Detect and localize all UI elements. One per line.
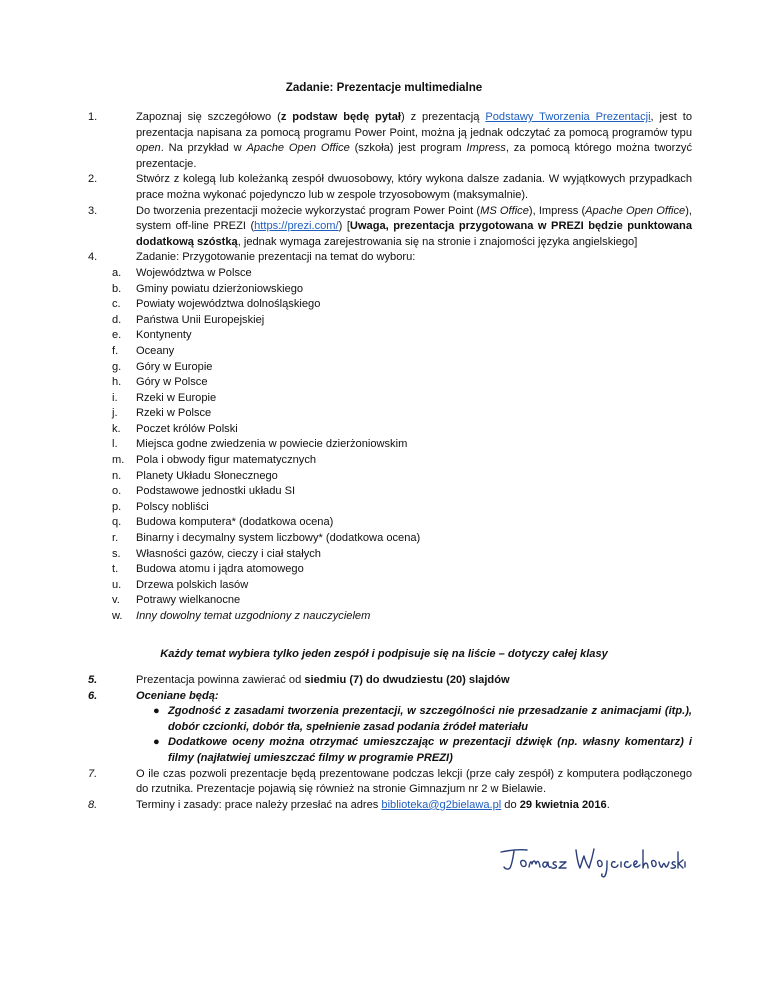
item-text: , jest to prezentacja napisana za pomocą programu Power Point, można ją jednak odczytać za pomocą programów typu: [136, 111, 693, 139]
topic-text: Powiaty województwa dolnośląskiego: [136, 298, 321, 311]
topic-item: [88, 609, 692, 625]
topic-item: [88, 578, 692, 594]
topic-item: [88, 328, 692, 344]
topic-letter: l.: [112, 438, 118, 451]
topic-text: Rzeki w Polsce: [136, 407, 212, 420]
item-number: 3.: [88, 204, 98, 217]
topic-item: [88, 469, 692, 485]
topic-letter: o.: [112, 485, 122, 498]
topic-letter: a.: [112, 266, 122, 279]
topic-item: [88, 484, 692, 500]
topic-letter: g.: [112, 360, 122, 373]
item-italic: Apache Open Office: [246, 142, 350, 155]
item-text: ), Impress (: [528, 204, 586, 217]
topic-letter: b.: [112, 282, 122, 295]
topic-text: Rzeki w Europie: [136, 391, 217, 404]
item-italic: Impress: [466, 142, 506, 155]
item-text: Do tworzenia prezentacji możecie wykorzystać program Power Point (: [136, 204, 481, 217]
topic-letter: s.: [112, 547, 121, 560]
item-number: 1.: [88, 111, 98, 123]
task-list-continued: [88, 673, 692, 813]
topic-item: [88, 515, 692, 531]
topic-letter: d.: [112, 313, 122, 326]
topic-letter: k.: [112, 422, 121, 435]
list-item: [88, 673, 692, 689]
topic-item: [88, 593, 692, 609]
topic-letter: n.: [112, 469, 122, 482]
topic-text: Binarny i decymalny system liczbowy* (dodatkowa ocena): [136, 532, 421, 545]
item-text: (szkoła) jest program: [349, 142, 467, 155]
topic-text: Poczet królów Polski: [136, 422, 238, 435]
topic-item: [88, 297, 692, 313]
topic-item: [88, 266, 692, 282]
prezi-link[interactable]: https://prezi.com/: [254, 220, 339, 233]
item-text: O ile czas pozwoli prezentacje będą prezentowane podczas lekcji (prze cały zespół) z komputera podłączonego do rzutnika. Prezentacje pojawią się również na stronie Gimnazjum nr 2 w Bielawie.: [136, 767, 692, 796]
topic-text: Polscy nobliści: [136, 500, 209, 513]
topic-text: Góry w Polsce: [136, 376, 208, 389]
topic-item: [88, 282, 692, 298]
topic-text: Kontynenty: [136, 329, 192, 342]
list-item: [88, 204, 692, 251]
topic-letter: r.: [112, 532, 119, 545]
item-number: 2.: [88, 173, 98, 186]
topic-item: [88, 406, 692, 422]
task-list: [88, 110, 692, 625]
document-title: Zadanie: Prezentacje multimedialne: [285, 81, 483, 94]
topic-letter: q.: [112, 516, 122, 529]
bullet-item: [88, 704, 692, 735]
item-italic: MS Office: [480, 204, 529, 217]
item-emphasis: Uwaga, prezentacja przygotowana w PREZI będzie punktowana dodatkową szóstką: [136, 220, 692, 248]
item-emphasis: siedmiu (7) do dwudziestu (20) slajdów: [304, 674, 510, 686]
list-item: [88, 689, 692, 705]
item-number: 7.: [88, 767, 98, 780]
item-text: . Na przykład w: [160, 142, 247, 155]
topic-item: [88, 391, 692, 407]
topic-item: [88, 562, 692, 578]
deadline-date: 29 kwietnia 2016: [519, 798, 607, 811]
topic-text: Planety Układu Słonecznego: [136, 469, 278, 482]
topic-item: [88, 453, 692, 469]
item-text: , za pomocą którego można tworzyć prezentacje.: [136, 142, 693, 170]
item-number: 4.: [88, 251, 98, 264]
topic-letter: p.: [112, 500, 122, 513]
topic-letter: m.: [112, 454, 125, 467]
topic-text: Miejsca godne zwiedzenia w powiecie dzierżoniowskim: [136, 438, 408, 451]
item-number: 5.: [88, 674, 98, 686]
topic-text: Pola i obwody figur matematycznych: [136, 454, 317, 467]
item-text: Oceniane będą:: [136, 689, 219, 702]
list-item: [88, 172, 692, 203]
topic-text: Inny dowolny temat uzgodniony z nauczycielem: [136, 610, 371, 622]
topic-letter: u.: [112, 578, 122, 591]
bullet-item: [88, 735, 692, 766]
topic-text: Gminy powiatu dzierżoniowskiego: [136, 282, 304, 295]
topic-item: [88, 375, 692, 391]
item-italic: Apache Open Office: [585, 204, 686, 217]
topic-text: Budowa atomu i jądra atomowego: [136, 563, 304, 576]
topic-text: Państwa Unii Europejskiej: [136, 313, 265, 326]
item-text: Zapoznaj się szczegółowo (: [136, 111, 281, 123]
list-item: [88, 250, 692, 266]
handwritten-signature: [497, 840, 687, 880]
item-text: ), system off-line PREZI (: [136, 204, 693, 233]
item-emphasis: z podstaw będę pytał: [280, 111, 401, 123]
list-item: [88, 110, 692, 172]
topic-letter: t.: [112, 563, 119, 576]
item-text: Terminy i zasady: prace należy przesłać na adres: [136, 798, 382, 811]
item-number: 8.: [88, 798, 98, 811]
topic-text: Podstawowe jednostki układu SI: [136, 485, 296, 498]
topic-item: [88, 422, 692, 438]
topic-letter: h.: [112, 376, 122, 389]
list-item: [88, 798, 692, 814]
topic-text: Budowa komputera* (dodatkowa ocena): [136, 516, 334, 529]
email-link[interactable]: biblioteka@g2bielawa.pl: [381, 798, 502, 811]
topic-letter: j.: [112, 407, 118, 420]
list-item: [88, 767, 692, 798]
item-italic: open: [136, 142, 161, 155]
topic-letter: c.: [112, 298, 121, 311]
item-text: do: [501, 798, 520, 811]
topic-item: [88, 547, 692, 563]
topic-list: [88, 266, 692, 625]
item-text: Zadanie: Przygotowanie prezentacji na temat do wyboru:: [136, 251, 416, 264]
topic-text: Potrawy wielkanocne: [136, 594, 241, 607]
class-note: Każdy temat wybiera tylko jeden zespół i podpisuje się na liście – dotyczy całej klasy: [160, 648, 608, 660]
topic-item: [88, 313, 692, 329]
item-number: 6.: [88, 689, 98, 702]
topic-item: [88, 344, 692, 360]
item-text: , jednak wymaga zarejestrowania się na stronie i znajomości języka angielskiego]: [237, 235, 638, 248]
item-text: Stwórz z kolegą lub koleżanką zespół dwuosobowy, który wykona dalsze zadania. W wyjątkowych przypadkach prace można wykonać pojedynczo lub w zespole trzyosobowym (maksymalnie).: [136, 173, 692, 201]
topic-text: Drzewa polskich lasów: [136, 578, 249, 591]
topic-letter: f.: [112, 344, 119, 357]
topic-item: [88, 360, 692, 376]
topic-item: [88, 531, 692, 547]
item-text: ) [: [338, 220, 350, 233]
bullet-text: Dodatkowe oceny można otrzymać umieszczając w prezentacji dźwięk (np. własny komentarz) i filmy (najłatwiej umieszczać filmy w programie PREZI): [168, 736, 692, 764]
topic-letter: w.: [112, 610, 123, 622]
topic-text: Góry w Europie: [136, 360, 213, 373]
bullet-text: Zgodność z zasadami tworzenia prezentacji, w szczególności nie przesadzanie z animacjami (itp.), dobór czcionki, dobór tła, spełnienie zasad podania źródeł materiału: [168, 705, 692, 733]
item-text: Prezentacja powinna zawierać od: [136, 674, 305, 686]
topic-item: [88, 437, 692, 453]
bullet-icon: ●: [153, 705, 160, 718]
topic-item: [88, 500, 692, 516]
item-text: .: [606, 798, 610, 811]
topic-letter: v.: [112, 594, 120, 607]
item-text: ) z prezentacją: [400, 111, 486, 123]
bullet-icon: ●: [153, 736, 160, 749]
topic-text: Województwa w Polsce: [136, 266, 252, 279]
topic-letter: e.: [112, 329, 122, 342]
topic-text: Oceany: [136, 344, 175, 357]
topic-letter: i.: [112, 391, 118, 404]
topic-text: Własności gazów, cieczy i ciał stałych: [136, 547, 321, 560]
presentation-link[interactable]: Podstawy Tworzenia Prezentacji: [485, 111, 651, 123]
